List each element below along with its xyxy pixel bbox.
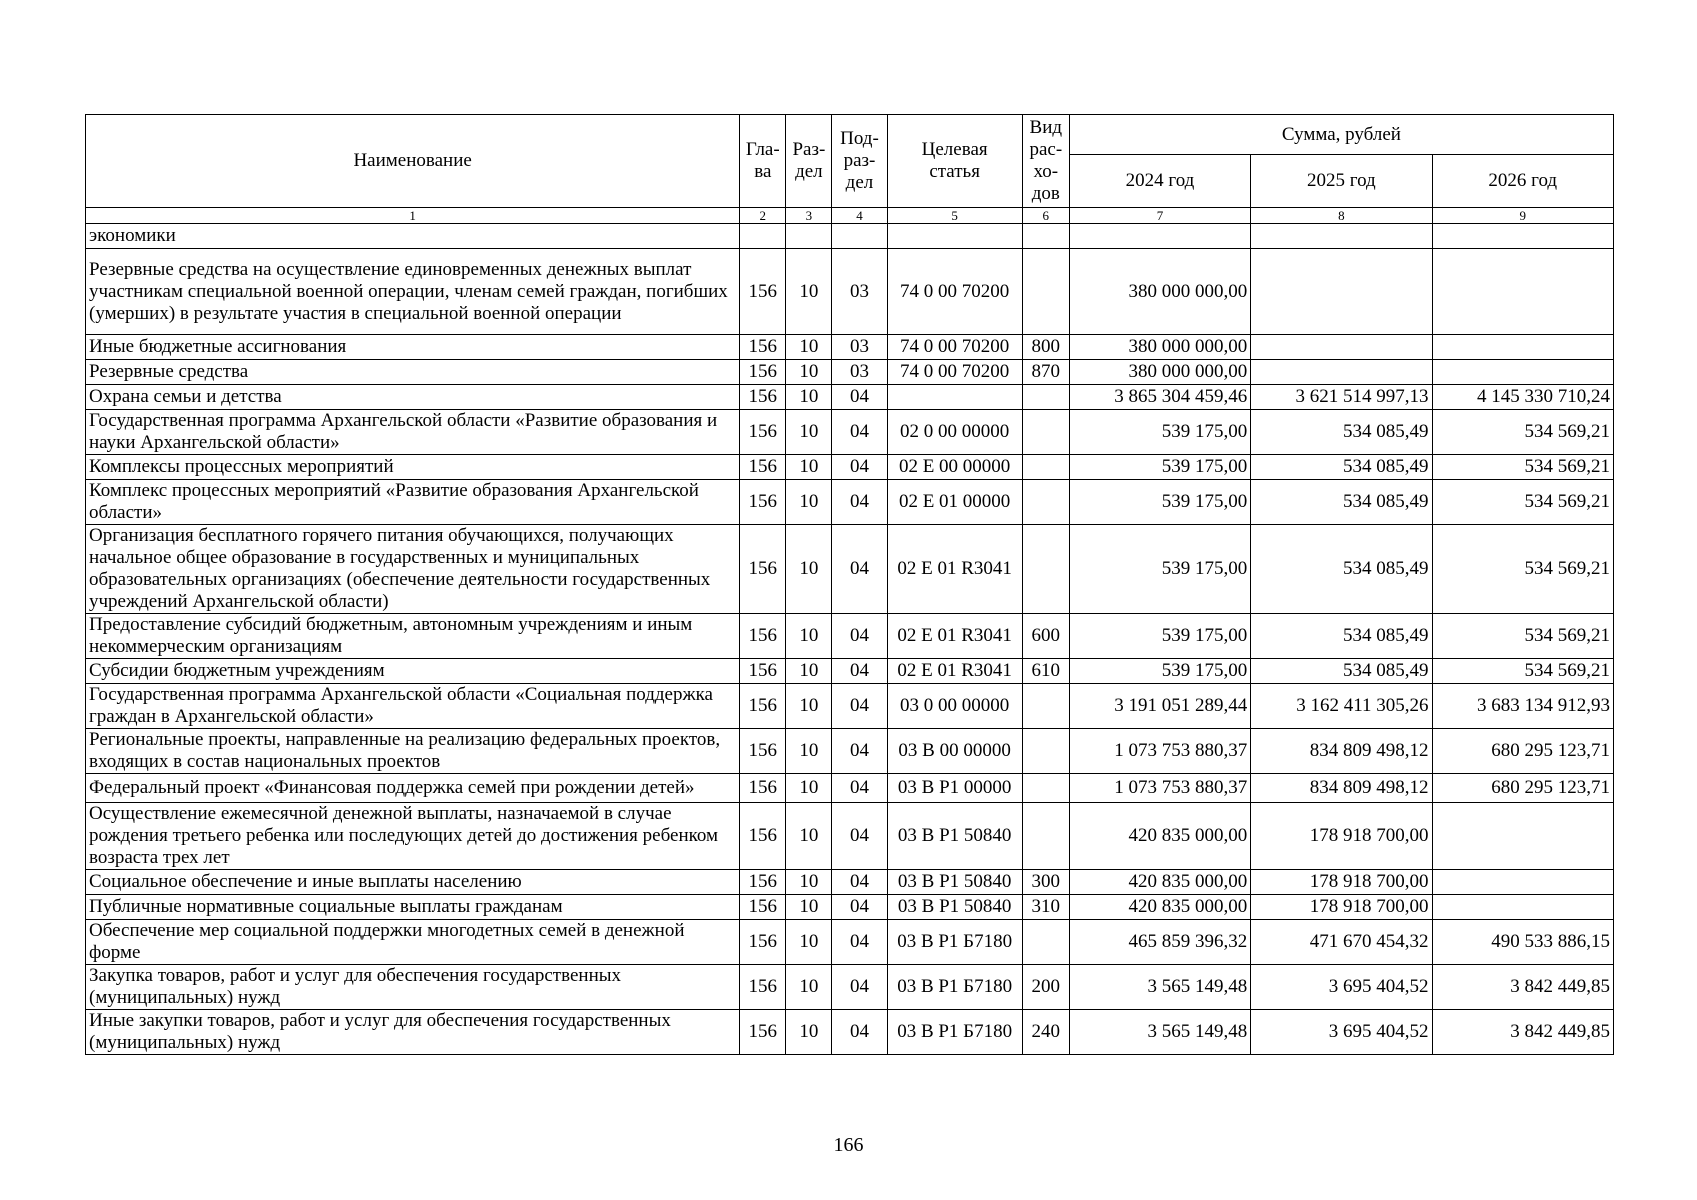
row-target-cell (887, 385, 1022, 410)
row-sum-2024-cell: 539 175,00 (1069, 525, 1250, 614)
header-expense-type: Вид рас- хо- дов (1022, 115, 1069, 208)
row-chapter-cell: 156 (740, 895, 786, 920)
row-sum-2024-cell: 539 175,00 (1069, 455, 1250, 480)
row-name-cell: Охрана семьи и детства (86, 385, 740, 410)
row-subsection-cell: 04 (832, 684, 887, 729)
row-section-cell: 10 (786, 385, 832, 410)
header-section: Раз- дел (786, 115, 832, 208)
row-sum-2026-cell: 534 569,21 (1432, 410, 1613, 455)
row-expense-type-cell (1022, 455, 1069, 480)
row-expense-type-cell (1022, 249, 1069, 335)
row-subsection-cell: 03 (832, 335, 887, 360)
row-subsection-cell: 04 (832, 774, 887, 803)
row-subsection-cell: 04 (832, 803, 887, 870)
row-subsection-cell: 03 (832, 249, 887, 335)
row-sum-2025-cell: 471 670 454,32 (1251, 920, 1432, 965)
row-sum-2026-cell: 534 569,21 (1432, 659, 1613, 684)
column-index-cell: 5 (887, 208, 1022, 224)
table-row (86, 525, 1614, 614)
row-sum-2026-cell (1432, 335, 1613, 360)
row-target-cell: 03 0 00 00000 (887, 684, 1022, 729)
row-section-cell: 10 (786, 659, 832, 684)
row-chapter-cell: 156 (740, 410, 786, 455)
page-number: 166 (833, 1134, 864, 1156)
table-row (86, 335, 1614, 360)
column-index-cell: 7 (1069, 208, 1250, 224)
table-row (86, 965, 1614, 1010)
row-sum-2024-cell: 3 191 051 289,44 (1069, 684, 1250, 729)
row-chapter-cell: 156 (740, 335, 786, 360)
row-target-cell: 02 Е 01 R3041 (887, 614, 1022, 659)
row-sum-2024-cell: 420 835 000,00 (1069, 870, 1250, 895)
row-subsection-cell: 04 (832, 659, 887, 684)
row-expense-type-cell (1022, 525, 1069, 614)
row-subsection-cell: 04 (832, 410, 887, 455)
row-name-cell: Публичные нормативные социальные выплаты гражданам (86, 895, 740, 920)
row-chapter-cell: 156 (740, 965, 786, 1010)
row-expense-type-cell: 610 (1022, 659, 1069, 684)
row-sum-2026-cell: 534 569,21 (1432, 455, 1613, 480)
row-expense-type-cell: 300 (1022, 870, 1069, 895)
table-row (86, 480, 1614, 525)
row-name-cell: Резервные средства на осуществление единовременных денежных выплат участникам специальной военной операции, членам семей граждан, погибших (умерших) в результате участия в специальной военной операции (86, 249, 740, 335)
row-chapter-cell: 156 (740, 385, 786, 410)
row-expense-type-cell (1022, 729, 1069, 774)
row-expense-type-cell (1022, 920, 1069, 965)
row-sum-2024-cell: 539 175,00 (1069, 614, 1250, 659)
row-sum-2025-cell (1251, 335, 1432, 360)
row-chapter-cell: 156 (740, 870, 786, 895)
column-index-cell: 1 (86, 208, 740, 224)
row-subsection-cell: 04 (832, 480, 887, 525)
row-sum-2025-cell: 3 162 411 305,26 (1251, 684, 1432, 729)
row-expense-type-cell (1022, 774, 1069, 803)
column-index-cell: 4 (832, 208, 887, 224)
row-expense-type-cell (1022, 684, 1069, 729)
row-name-cell: Предоставление субсидий бюджетным, автономным учреждениям и иным некоммерческим организациям (86, 614, 740, 659)
row-chapter-cell: 156 (740, 659, 786, 684)
row-sum-2026-cell: 680 295 123,71 (1432, 774, 1613, 803)
row-sum-2025-cell: 534 085,49 (1251, 614, 1432, 659)
row-sum-2025-cell (1251, 249, 1432, 335)
row-name-cell: Осуществление ежемесячной денежной выплаты, назначаемой в случае рождения третьего ребенка или последующих детей до достижения ребенком возраста трех лет (86, 803, 740, 870)
row-sum-2024-cell: 539 175,00 (1069, 659, 1250, 684)
row-name-cell: экономики (86, 224, 740, 249)
column-index-cell: 8 (1251, 208, 1432, 224)
row-sum-2025-cell (1251, 224, 1432, 249)
row-target-cell: 02 Е 01 00000 (887, 480, 1022, 525)
table-row (86, 1010, 1614, 1055)
row-subsection-cell: 04 (832, 895, 887, 920)
row-sum-2024-cell (1069, 224, 1250, 249)
row-sum-2024-cell: 1 073 753 880,37 (1069, 729, 1250, 774)
table-row (86, 659, 1614, 684)
row-expense-type-cell (1022, 803, 1069, 870)
row-sum-2024-cell: 380 000 000,00 (1069, 360, 1250, 385)
row-section-cell: 10 (786, 480, 832, 525)
row-expense-type-cell: 200 (1022, 965, 1069, 1010)
row-sum-2024-cell: 380 000 000,00 (1069, 249, 1250, 335)
row-expense-type-cell (1022, 480, 1069, 525)
column-index-cell: 2 (740, 208, 786, 224)
header-year-2026: 2026 год (1432, 155, 1613, 208)
row-name-cell: Резервные средства (86, 360, 740, 385)
row-subsection-cell: 04 (832, 1010, 887, 1055)
row-section-cell: 10 (786, 920, 832, 965)
row-section-cell: 10 (786, 614, 832, 659)
header-chapter: Гла- ва (740, 115, 786, 208)
row-target-cell: 74 0 00 70200 (887, 249, 1022, 335)
row-target-cell: 02 0 00 00000 (887, 410, 1022, 455)
row-target-cell: 03 В Р1 Б7180 (887, 920, 1022, 965)
row-name-cell: Иные бюджетные ассигнования (86, 335, 740, 360)
row-chapter-cell: 156 (740, 455, 786, 480)
row-chapter-cell: 156 (740, 729, 786, 774)
row-chapter-cell: 156 (740, 803, 786, 870)
row-subsection-cell: 04 (832, 870, 887, 895)
row-section-cell: 10 (786, 360, 832, 385)
row-name-cell: Обеспечение мер социальной поддержки многодетных семей в денежной форме (86, 920, 740, 965)
header-target: Целевая статья (887, 115, 1022, 208)
column-index-row (86, 208, 1614, 224)
row-sum-2026-cell (1432, 224, 1613, 249)
row-chapter-cell: 156 (740, 480, 786, 525)
row-name-cell: Региональные проекты, направленные на реализацию федеральных проектов, входящих в состав национальных проектов (86, 729, 740, 774)
row-expense-type-cell: 800 (1022, 335, 1069, 360)
row-chapter-cell: 156 (740, 920, 786, 965)
row-sum-2025-cell: 3 695 404,52 (1251, 965, 1432, 1010)
row-name-cell: Комплекс процессных мероприятий «Развитие образования Архангельской области» (86, 480, 740, 525)
row-chapter-cell: 156 (740, 249, 786, 335)
column-index-cell: 3 (786, 208, 832, 224)
row-target-cell: 03 В Р1 50840 (887, 870, 1022, 895)
row-sum-2024-cell: 420 835 000,00 (1069, 895, 1250, 920)
row-sum-2024-cell: 420 835 000,00 (1069, 803, 1250, 870)
row-section-cell: 10 (786, 729, 832, 774)
row-target-cell: 02 Е 00 00000 (887, 455, 1022, 480)
header-name: Наименование (86, 115, 740, 208)
row-section-cell: 10 (786, 803, 832, 870)
row-sum-2025-cell: 834 809 498,12 (1251, 774, 1432, 803)
table-row (86, 729, 1614, 774)
row-subsection-cell: 04 (832, 525, 887, 614)
row-target-cell: 03 В Р1 Б7180 (887, 1010, 1022, 1055)
row-sum-2024-cell: 380 000 000,00 (1069, 335, 1250, 360)
row-name-cell: Государственная программа Архангельской области «Социальная поддержка граждан в Архангельской области» (86, 684, 740, 729)
row-chapter-cell: 156 (740, 684, 786, 729)
header-sum-group: Сумма, рублей (1069, 115, 1613, 155)
row-sum-2026-cell (1432, 249, 1613, 335)
table-row (86, 895, 1614, 920)
row-sum-2026-cell (1432, 870, 1613, 895)
row-name-cell: Социальное обеспечение и иные выплаты населению (86, 870, 740, 895)
row-subsection-cell: 04 (832, 385, 887, 410)
row-subsection-cell: 04 (832, 965, 887, 1010)
row-section-cell: 10 (786, 684, 832, 729)
row-sum-2025-cell: 534 085,49 (1251, 410, 1432, 455)
row-sum-2026-cell: 490 533 886,15 (1432, 920, 1613, 965)
row-target-cell: 03 В Р1 50840 (887, 895, 1022, 920)
row-name-cell: Государственная программа Архангельской области «Развитие образования и науки Архангельской области» (86, 410, 740, 455)
row-subsection-cell: 03 (832, 360, 887, 385)
table-row (86, 684, 1614, 729)
row-subsection-cell: 04 (832, 920, 887, 965)
table-row (86, 224, 1614, 249)
row-expense-type-cell (1022, 224, 1069, 249)
table-row (86, 614, 1614, 659)
row-section-cell: 10 (786, 965, 832, 1010)
row-subsection-cell: 04 (832, 455, 887, 480)
row-sum-2025-cell: 834 809 498,12 (1251, 729, 1432, 774)
header-year-2024: 2024 год (1069, 155, 1250, 208)
row-target-cell: 74 0 00 70200 (887, 360, 1022, 385)
header-year-2025: 2025 год (1251, 155, 1432, 208)
row-name-cell: Комплексы процессных мероприятий (86, 455, 740, 480)
row-section-cell: 10 (786, 525, 832, 614)
row-expense-type-cell: 240 (1022, 1010, 1069, 1055)
row-section-cell: 10 (786, 870, 832, 895)
row-sum-2025-cell: 534 085,49 (1251, 480, 1432, 525)
table-row (86, 360, 1614, 385)
row-expense-type-cell: 310 (1022, 895, 1069, 920)
budget-table (85, 114, 1614, 1055)
row-chapter-cell: 156 (740, 614, 786, 659)
row-sum-2025-cell: 3 621 514 997,13 (1251, 385, 1432, 410)
row-sum-2025-cell: 534 085,49 (1251, 659, 1432, 684)
row-sum-2025-cell: 534 085,49 (1251, 525, 1432, 614)
column-index-cell: 9 (1432, 208, 1613, 224)
row-expense-type-cell (1022, 385, 1069, 410)
row-target-cell: 03 В Р1 50840 (887, 803, 1022, 870)
row-expense-type-cell: 870 (1022, 360, 1069, 385)
row-name-cell: Организация бесплатного горячего питания обучающихся, получающих начальное общее образование в государственных и муниципальных образовательных организациях (обеспечение деятельности государственных учреждений Архангельской области) (86, 525, 740, 614)
row-subsection-cell: 04 (832, 614, 887, 659)
table-row (86, 385, 1614, 410)
row-target-cell: 02 Е 01 R3041 (887, 525, 1022, 614)
row-sum-2024-cell: 539 175,00 (1069, 480, 1250, 525)
row-section-cell: 10 (786, 895, 832, 920)
table-row (86, 803, 1614, 870)
table-row (86, 920, 1614, 965)
row-subsection-cell (832, 224, 887, 249)
table-row (86, 249, 1614, 335)
row-sum-2026-cell: 534 569,21 (1432, 480, 1613, 525)
table-row (86, 774, 1614, 803)
row-sum-2025-cell: 178 918 700,00 (1251, 803, 1432, 870)
row-section-cell: 10 (786, 1010, 832, 1055)
row-name-cell: Иные закупки товаров, работ и услуг для обеспечения государственных (муниципальных) нужд (86, 1010, 740, 1055)
row-target-cell: 03 В Р1 00000 (887, 774, 1022, 803)
row-section-cell (786, 224, 832, 249)
row-sum-2026-cell (1432, 895, 1613, 920)
row-sum-2025-cell: 178 918 700,00 (1251, 870, 1432, 895)
row-name-cell: Федеральный проект «Финансовая поддержка семей при рождении детей» (86, 774, 740, 803)
row-section-cell: 10 (786, 455, 832, 480)
row-subsection-cell: 04 (832, 729, 887, 774)
row-sum-2025-cell: 3 695 404,52 (1251, 1010, 1432, 1055)
row-chapter-cell: 156 (740, 1010, 786, 1055)
row-sum-2026-cell (1432, 803, 1613, 870)
row-section-cell: 10 (786, 249, 832, 335)
row-section-cell: 10 (786, 335, 832, 360)
row-sum-2026-cell: 3 842 449,85 (1432, 1010, 1613, 1055)
row-target-cell: 03 В 00 00000 (887, 729, 1022, 774)
row-chapter-cell: 156 (740, 774, 786, 803)
row-sum-2024-cell: 3 865 304 459,46 (1069, 385, 1250, 410)
row-chapter-cell: 156 (740, 525, 786, 614)
row-sum-2026-cell: 680 295 123,71 (1432, 729, 1613, 774)
row-section-cell: 10 (786, 774, 832, 803)
row-name-cell: Закупка товаров, работ и услуг для обеспечения государственных (муниципальных) нужд (86, 965, 740, 1010)
row-sum-2024-cell: 1 073 753 880,37 (1069, 774, 1250, 803)
row-target-cell: 74 0 00 70200 (887, 335, 1022, 360)
row-sum-2025-cell: 178 918 700,00 (1251, 895, 1432, 920)
row-target-cell: 03 В Р1 Б7180 (887, 965, 1022, 1010)
row-sum-2025-cell (1251, 360, 1432, 385)
row-chapter-cell (740, 224, 786, 249)
row-expense-type-cell: 600 (1022, 614, 1069, 659)
row-sum-2024-cell: 3 565 149,48 (1069, 1010, 1250, 1055)
row-name-cell: Субсидии бюджетным учреждениям (86, 659, 740, 684)
row-sum-2026-cell: 3 683 134 912,93 (1432, 684, 1613, 729)
row-sum-2026-cell: 534 569,21 (1432, 525, 1613, 614)
row-sum-2026-cell: 4 145 330 710,24 (1432, 385, 1613, 410)
table-row (86, 455, 1614, 480)
row-sum-2024-cell: 3 565 149,48 (1069, 965, 1250, 1010)
row-sum-2026-cell (1432, 360, 1613, 385)
row-target-cell (887, 224, 1022, 249)
row-sum-2025-cell: 534 085,49 (1251, 455, 1432, 480)
table-row (86, 410, 1614, 455)
header-subsection: Под- раз- дел (832, 115, 887, 208)
row-expense-type-cell (1022, 410, 1069, 455)
table-row (86, 870, 1614, 895)
row-chapter-cell: 156 (740, 360, 786, 385)
column-index-cell: 6 (1022, 208, 1069, 224)
row-section-cell: 10 (786, 410, 832, 455)
row-sum-2026-cell: 534 569,21 (1432, 614, 1613, 659)
row-sum-2024-cell: 539 175,00 (1069, 410, 1250, 455)
row-target-cell: 02 Е 01 R3041 (887, 659, 1022, 684)
row-sum-2024-cell: 465 859 396,32 (1069, 920, 1250, 965)
row-sum-2026-cell: 3 842 449,85 (1432, 965, 1613, 1010)
